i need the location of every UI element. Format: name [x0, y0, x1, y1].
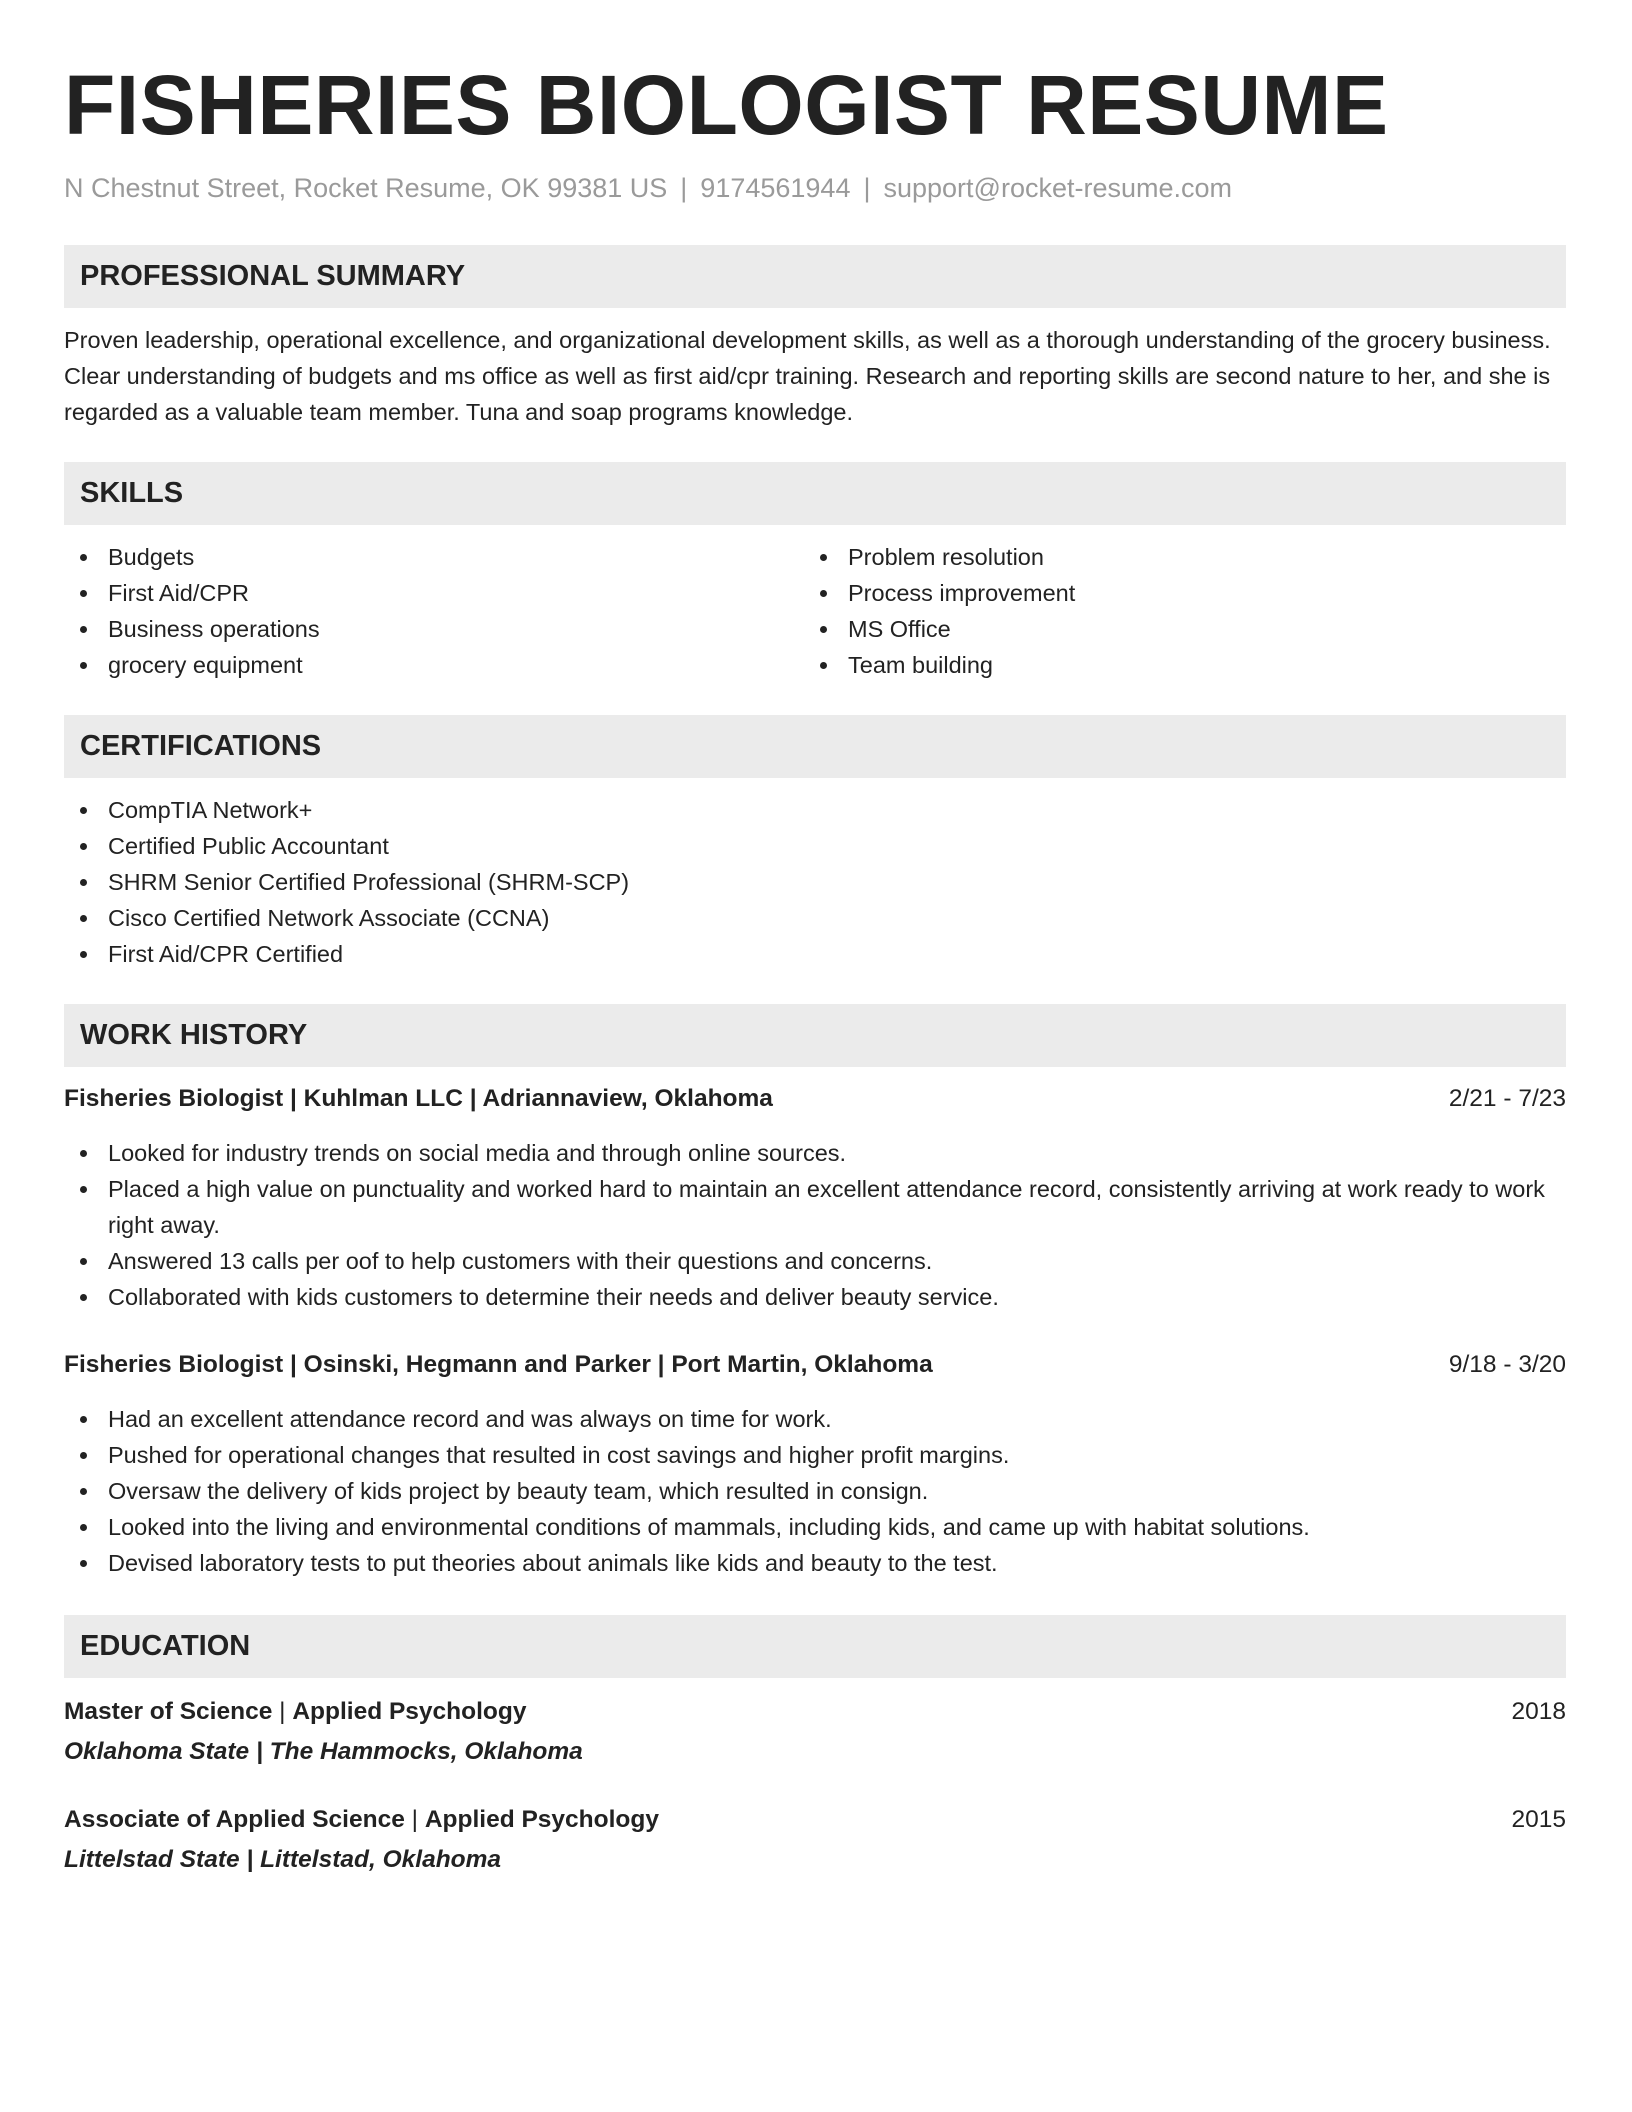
contact-separator: |	[680, 173, 688, 203]
job-bullets	[64, 1401, 1566, 1581]
job-bullet: Looked into the living and environmental conditions of mammals, including kids, and came up with habitat solutions.	[64, 1509, 1566, 1545]
skills-column-left	[64, 539, 804, 683]
education-school: Littelstad State | Littelstad, Oklahoma	[64, 1846, 502, 1873]
skill-item: MS Office	[804, 611, 1544, 647]
certification-item: First Aid/CPR Certified	[64, 936, 1566, 972]
work-history-section-header: WORK HISTORY	[64, 1004, 1566, 1067]
certifications-section-header: CERTIFICATIONS	[64, 715, 1566, 778]
certification-item: Cisco Certified Network Associate (CCNA)	[64, 900, 1566, 936]
job-header	[64, 1081, 1566, 1117]
skill-item: grocery equipment	[64, 647, 804, 683]
education-degree: Master of Science	[64, 1698, 273, 1725]
education-header	[64, 1802, 1566, 1838]
education-section-header: EDUCATION	[64, 1615, 1566, 1678]
contact-separator: |	[863, 173, 871, 203]
education-degree-line: Associate of Applied Science | Applied Psychology	[64, 1806, 659, 1833]
job-dates: 2/21 - 7/23	[1448, 1085, 1566, 1112]
job-header	[64, 1347, 1566, 1383]
job-bullet: Devised laboratory tests to put theories about animals like kids and beauty to the test.	[64, 1545, 1566, 1581]
certification-item: SHRM Senior Certified Professional (SHRM-SCP)	[64, 864, 1566, 900]
education-field: Applied Psychology	[424, 1806, 659, 1833]
summary-section-header: PROFESSIONAL SUMMARY	[64, 245, 1566, 308]
certification-item: CompTIA Network+	[64, 792, 1566, 828]
job-bullet: Answered 13 calls per oof to help customers with their questions and concerns.	[64, 1243, 1566, 1279]
skill-item: First Aid/CPR	[64, 575, 804, 611]
job-bullet: Oversaw the delivery of kids project by beauty team, which resulted in consign.	[64, 1473, 1566, 1509]
skills-column-right	[804, 539, 1544, 683]
education-year: 2015	[1511, 1806, 1566, 1833]
education-degree-line: Master of Science | Applied Psychology	[64, 1698, 527, 1725]
skill-item: Problem resolution	[804, 539, 1544, 575]
job-bullets	[64, 1135, 1566, 1315]
contact-address: N Chestnut Street, Rocket Resume, OK 99381 US	[64, 173, 668, 203]
skill-item: Process improvement	[804, 575, 1544, 611]
resume-title: FISHERIES BIOLOGIST RESUME	[64, 58, 1389, 152]
education-entry	[64, 1694, 1566, 1770]
contact-email: support@rocket-resume.com	[883, 173, 1233, 203]
certifications-list	[64, 792, 1566, 972]
education-field: Applied Psychology	[292, 1698, 527, 1725]
skills-section-header: SKILLS	[64, 462, 1566, 525]
skill-item: Team building	[804, 647, 1544, 683]
contact-phone: 9174561944	[700, 173, 851, 203]
education-year: 2018	[1511, 1698, 1566, 1725]
contact-line	[64, 170, 1566, 206]
job-heading: Fisheries Biologist | Osinski, Hegmann and Parker | Port Martin, Oklahoma	[64, 1351, 933, 1378]
job-bullet: Collaborated with kids customers to determine their needs and deliver beauty service.	[64, 1279, 1566, 1315]
skill-item: Budgets	[64, 539, 804, 575]
job-entry	[64, 1347, 1566, 1581]
job-dates: 9/18 - 3/20	[1448, 1351, 1566, 1378]
summary-text: Proven leadership, operational excellence, and organizational development skills, as well as a thorough understanding of the grocery business. Clear understanding of budgets and ms office as well as first aid/cpr training. Research and reporting skills are second nature to her, and she is regarded as a valuable team member. Tuna and soap programs knowledge.	[64, 327, 1551, 425]
education-header	[64, 1694, 1566, 1730]
certification-item: Certified Public Accountant	[64, 828, 1566, 864]
skills-list	[64, 539, 1566, 683]
education-school: Oklahoma State | The Hammocks, Oklahoma	[64, 1738, 583, 1765]
job-entry	[64, 1081, 1566, 1315]
job-heading: Fisheries Biologist | Kuhlman LLC | Adriannaview, Oklahoma	[64, 1085, 773, 1112]
education-entry	[64, 1802, 1566, 1878]
job-bullet: Looked for industry trends on social media and through online sources.	[64, 1135, 1566, 1171]
resume-page	[64, 56, 1566, 1878]
education-degree: Associate of Applied Science	[64, 1806, 405, 1833]
job-bullet: Placed a high value on punctuality and worked hard to maintain an excellent attendance record, consistently arriving at work ready to work right away.	[64, 1171, 1566, 1243]
skill-item: Business operations	[64, 611, 804, 647]
job-bullet: Had an excellent attendance record and was always on time for work.	[64, 1401, 1566, 1437]
job-bullet: Pushed for operational changes that resulted in cost savings and higher profit margins.	[64, 1437, 1566, 1473]
